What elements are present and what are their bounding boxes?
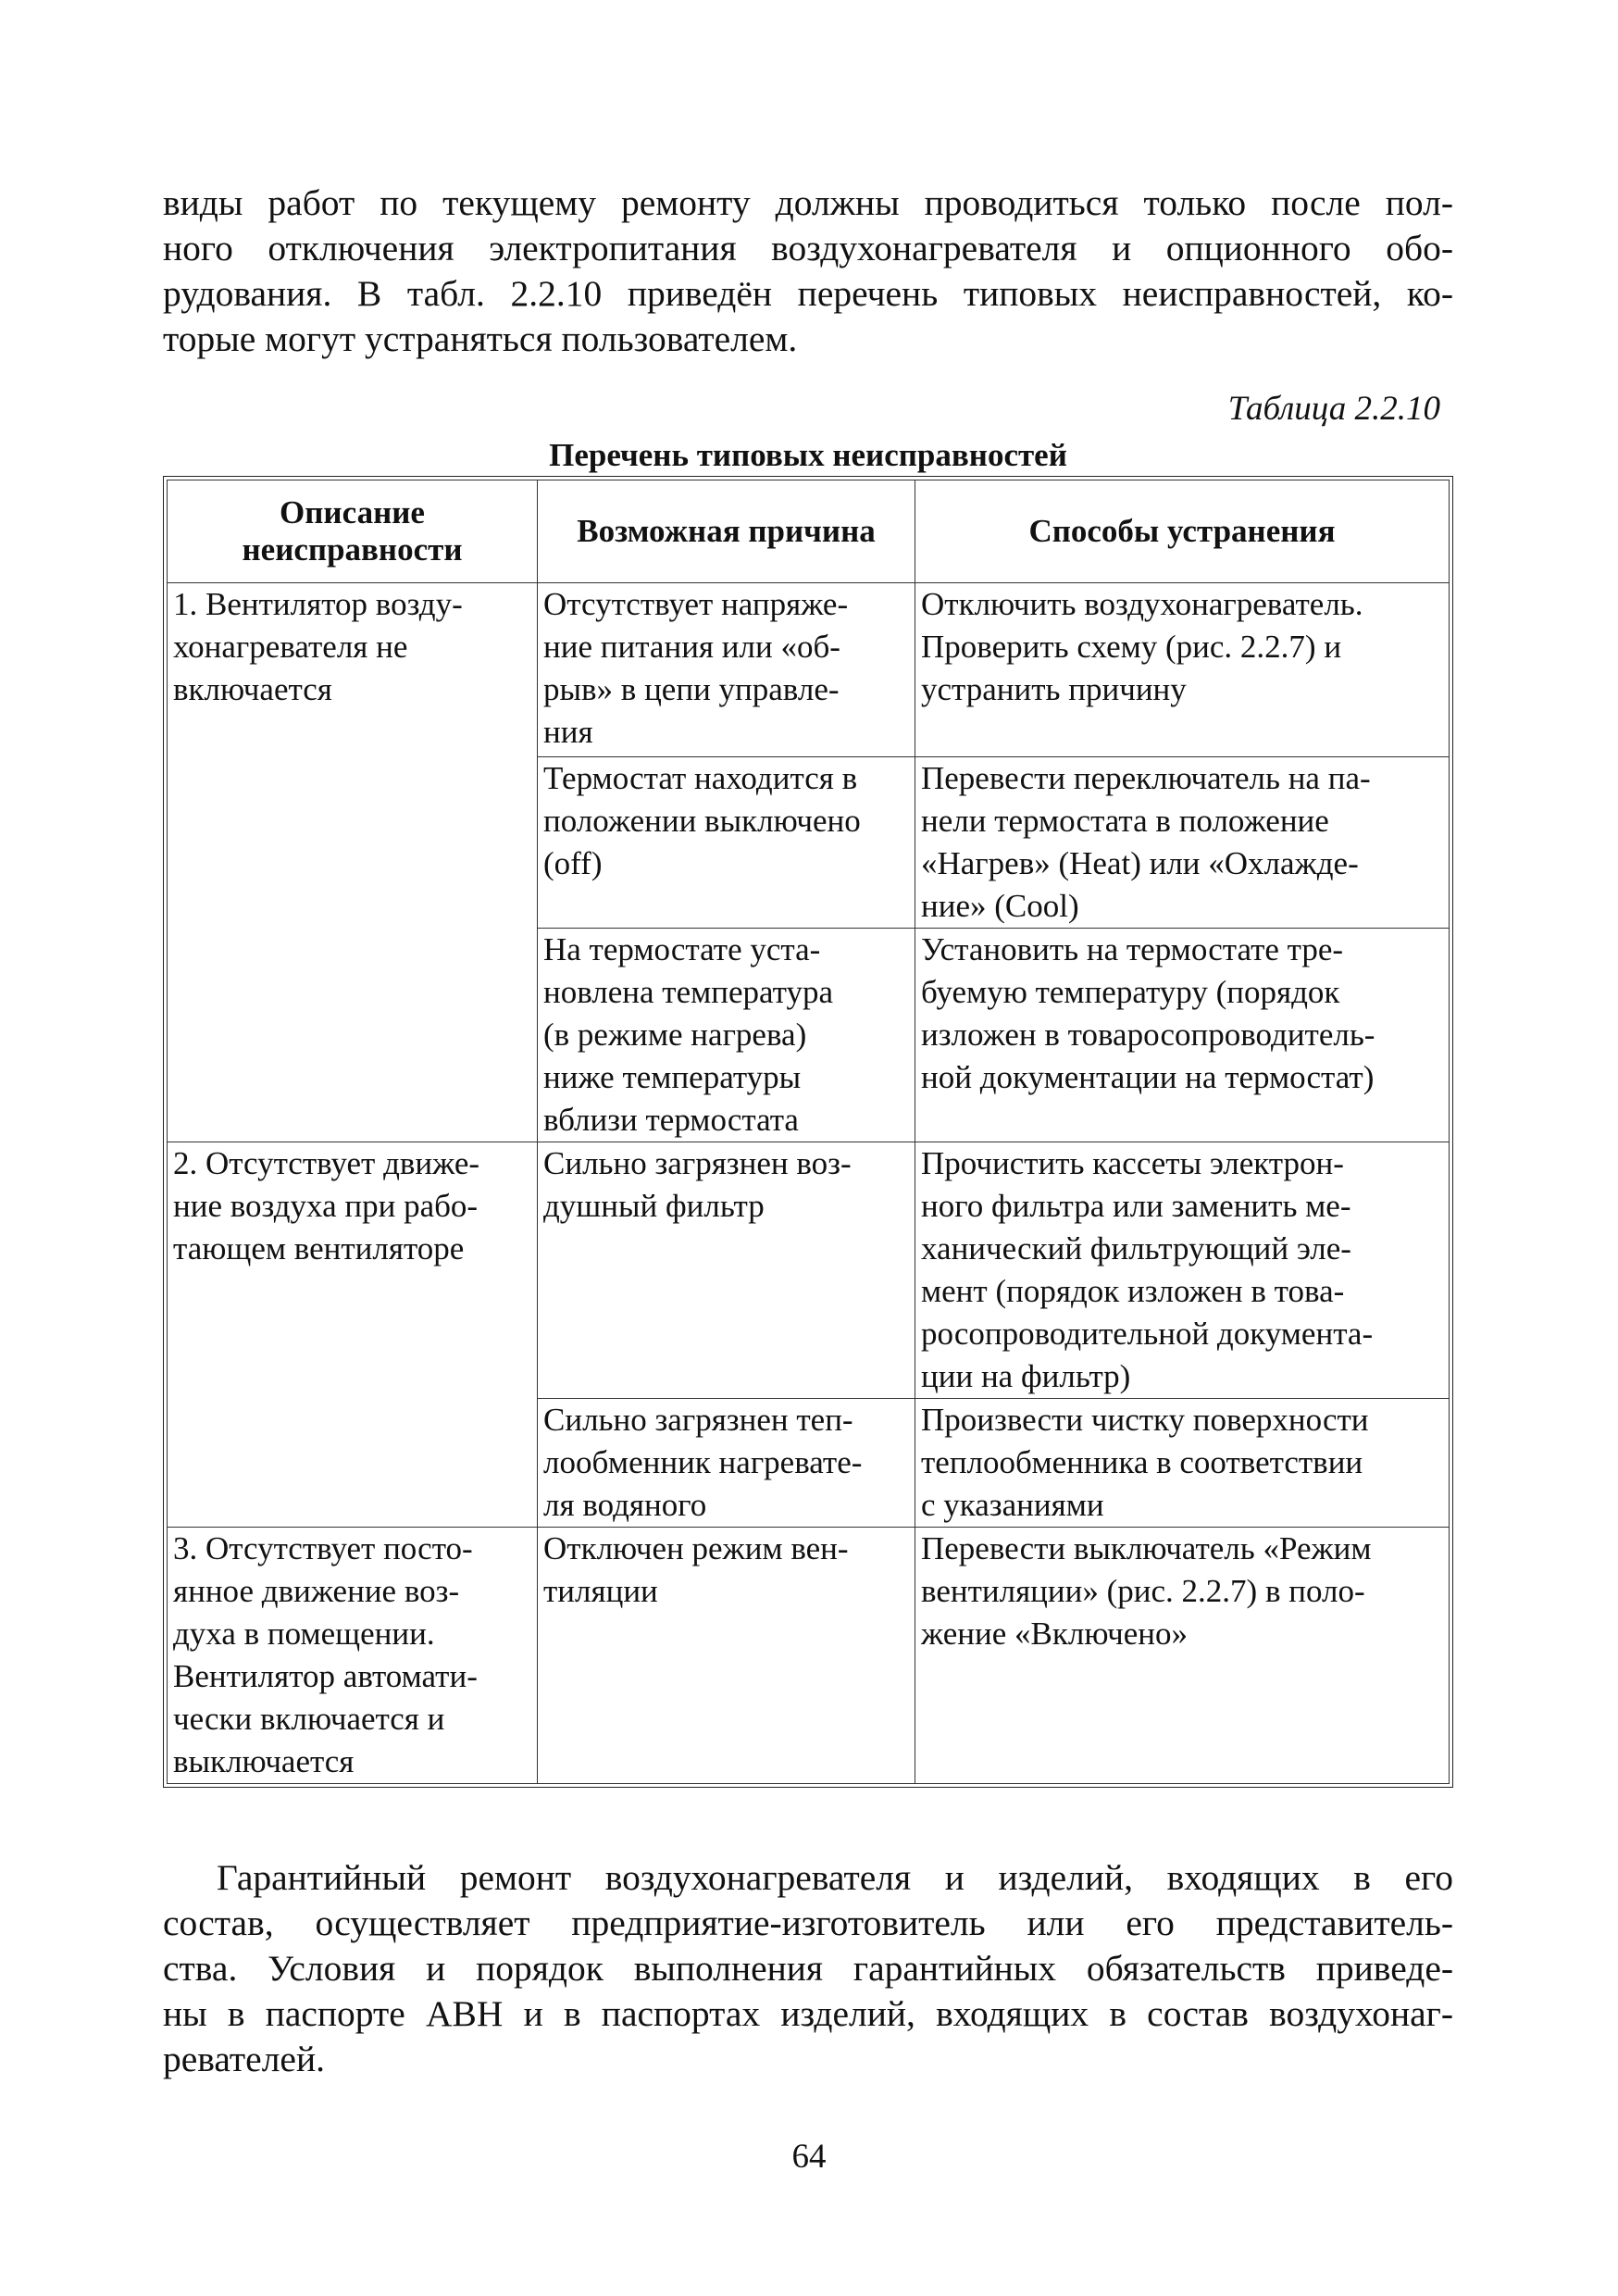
fault-table-frame (163, 476, 1453, 1788)
cell-line: Сильно загрязнен теп- (543, 1402, 853, 1438)
cell-line: ниже температуры (543, 1059, 802, 1095)
cell-line: (в режиме нагрева) (543, 1017, 807, 1053)
header-fault (168, 480, 538, 583)
remedy-cell (915, 1528, 1450, 1784)
cell-line: хонагревателя не (173, 629, 408, 665)
text-line: ревателей. (163, 2039, 325, 2079)
cell-line: Отключен режим вен- (543, 1530, 849, 1566)
intro-paragraph (163, 181, 1453, 362)
cell-line: выключается (173, 1743, 355, 1779)
cell-line: Отключить воздухонагреватель. (921, 586, 1363, 622)
cell-line: новлена температура (543, 974, 834, 1010)
remedy-cell (915, 1142, 1450, 1399)
cause-cell (538, 583, 915, 757)
cell-line: ние воздуха при рабо- (173, 1188, 479, 1224)
text-line: Гарантийный ремонт воздухонагревателя и изделий, входящих в его (217, 1857, 1453, 1898)
text-line: ны в паспорте АВН и в паспортах изделий, входящих в состав воздухонаг- (163, 1993, 1453, 2034)
text-line: ства. Условия и порядок выполнения гарантийных обязательств приведе- (163, 1948, 1453, 1989)
cell-line: «Нагрев» (Heat) или «Охлажде- (921, 845, 1359, 881)
cell-line: душный фильтр (543, 1188, 765, 1224)
header-line: Описание (280, 494, 425, 530)
cell-line: Вентилятор автомати- (173, 1658, 478, 1694)
cell-line: лообменник нагревате- (543, 1444, 863, 1480)
cause-cell (538, 1528, 915, 1784)
cell-line: Произвести чистку поверхности (921, 1402, 1369, 1438)
cell-line: ля водяного (543, 1487, 707, 1523)
text-line: виды работ по текущему ремонту должны проводиться только после пол- (163, 182, 1453, 223)
cell-line: чески включается и (173, 1701, 445, 1737)
text-line: торые могут устраняться пользователем. (163, 318, 798, 359)
cell-line: янное движение воз- (173, 1573, 460, 1609)
remedy-cell (915, 929, 1450, 1142)
remedy-cell (915, 583, 1450, 757)
remedy-cell (915, 1399, 1450, 1528)
cell-line: Сильно загрязнен воз- (543, 1145, 852, 1181)
table-title: Перечень типовых неисправностей (549, 437, 1067, 473)
cell-line: жение «Включено» (921, 1616, 1188, 1652)
cell-line: ние питания или «об- (543, 629, 840, 665)
cell-line: нели термостата в положение (921, 803, 1329, 839)
cell-line: ного фильтра или заменить ме- (921, 1188, 1351, 1224)
remedy-cell (915, 757, 1450, 929)
header-cause: Возможная причина (538, 480, 915, 583)
cell-line: положении выключено (543, 803, 861, 839)
cell-line: рыв» в цепи управле- (543, 671, 840, 707)
cell-line: Проверить схему (рис. 2.2.7) и (921, 629, 1342, 665)
cell-line: ния (543, 714, 593, 750)
cell-line: вентиляции» (рис. 2.2.7) в поло- (921, 1573, 1365, 1609)
cell-line: ханический фильтрующий эле- (921, 1230, 1351, 1267)
cell-line: включается (173, 671, 332, 707)
cell-line: Отсутствует напряже- (543, 586, 849, 622)
text-line: рудования. В табл. 2.2.10 приведён перечень типовых неисправностей, ко- (163, 273, 1453, 314)
page-number: 64 (791, 2138, 827, 2176)
table-header-row (168, 480, 1450, 583)
cell-line: ние» (Cool) (921, 888, 1079, 924)
fault-table (167, 480, 1450, 1784)
header-line: неисправности (242, 531, 463, 568)
table-row (168, 583, 1450, 757)
cell-line: 2. Отсутствует движе- (173, 1145, 480, 1181)
cell-line: Прочистить кассеты электрон- (921, 1145, 1344, 1181)
cell-line: ции на фильтр) (921, 1358, 1131, 1394)
cell-line: 1. Вентилятор возду- (173, 586, 463, 622)
cell-line: теплообменника в соответствии (921, 1444, 1363, 1480)
table-row (168, 1528, 1450, 1784)
cell-line: Установить на термостате тре- (921, 931, 1344, 967)
cell-line: духа в помещении. (173, 1616, 435, 1652)
cell-line: устранить причину (921, 671, 1187, 707)
cell-line: На термостате уста- (543, 931, 821, 967)
cell-line: тиляции (543, 1573, 658, 1609)
fault-cell (168, 1142, 538, 1528)
cell-line: (off) (543, 845, 603, 881)
header-remedy: Способы устранения (915, 480, 1450, 583)
text-line: ного отключения электропитания воздухонагревателя и опционного обо- (163, 228, 1453, 268)
cause-cell (538, 1142, 915, 1399)
cell-line: мент (порядок изложен в това- (921, 1273, 1345, 1309)
cell-line: изложен в товаросопроводитель- (921, 1017, 1375, 1053)
cell-line: росопроводительной документа- (921, 1316, 1374, 1352)
cell-line: вблизи термостата (543, 1102, 799, 1138)
cell-line: буемую температуру (порядок (921, 974, 1340, 1010)
cause-cell (538, 1399, 915, 1528)
text-line: состав, осуществляет предприятие-изготовитель или его представитель- (163, 1903, 1453, 1943)
warranty-paragraph (163, 1855, 1453, 2082)
cell-line: Термостат находится в (543, 760, 858, 796)
cell-line: Перевести переключатель на па- (921, 760, 1371, 796)
cause-cell (538, 929, 915, 1142)
cause-cell (538, 757, 915, 929)
fault-cell (168, 583, 538, 1142)
cell-line: 3. Отсутствует посто- (173, 1530, 473, 1566)
fault-cell (168, 1528, 538, 1784)
cell-line: с указаниями (921, 1487, 1104, 1523)
cell-line: Перевести выключатель «Режим (921, 1530, 1372, 1566)
table-row (168, 1142, 1450, 1399)
cell-line: ной документации на термостат) (921, 1059, 1375, 1095)
table-caption: Таблица 2.2.10 (1227, 390, 1440, 428)
cell-line: тающем вентиляторе (173, 1230, 465, 1267)
